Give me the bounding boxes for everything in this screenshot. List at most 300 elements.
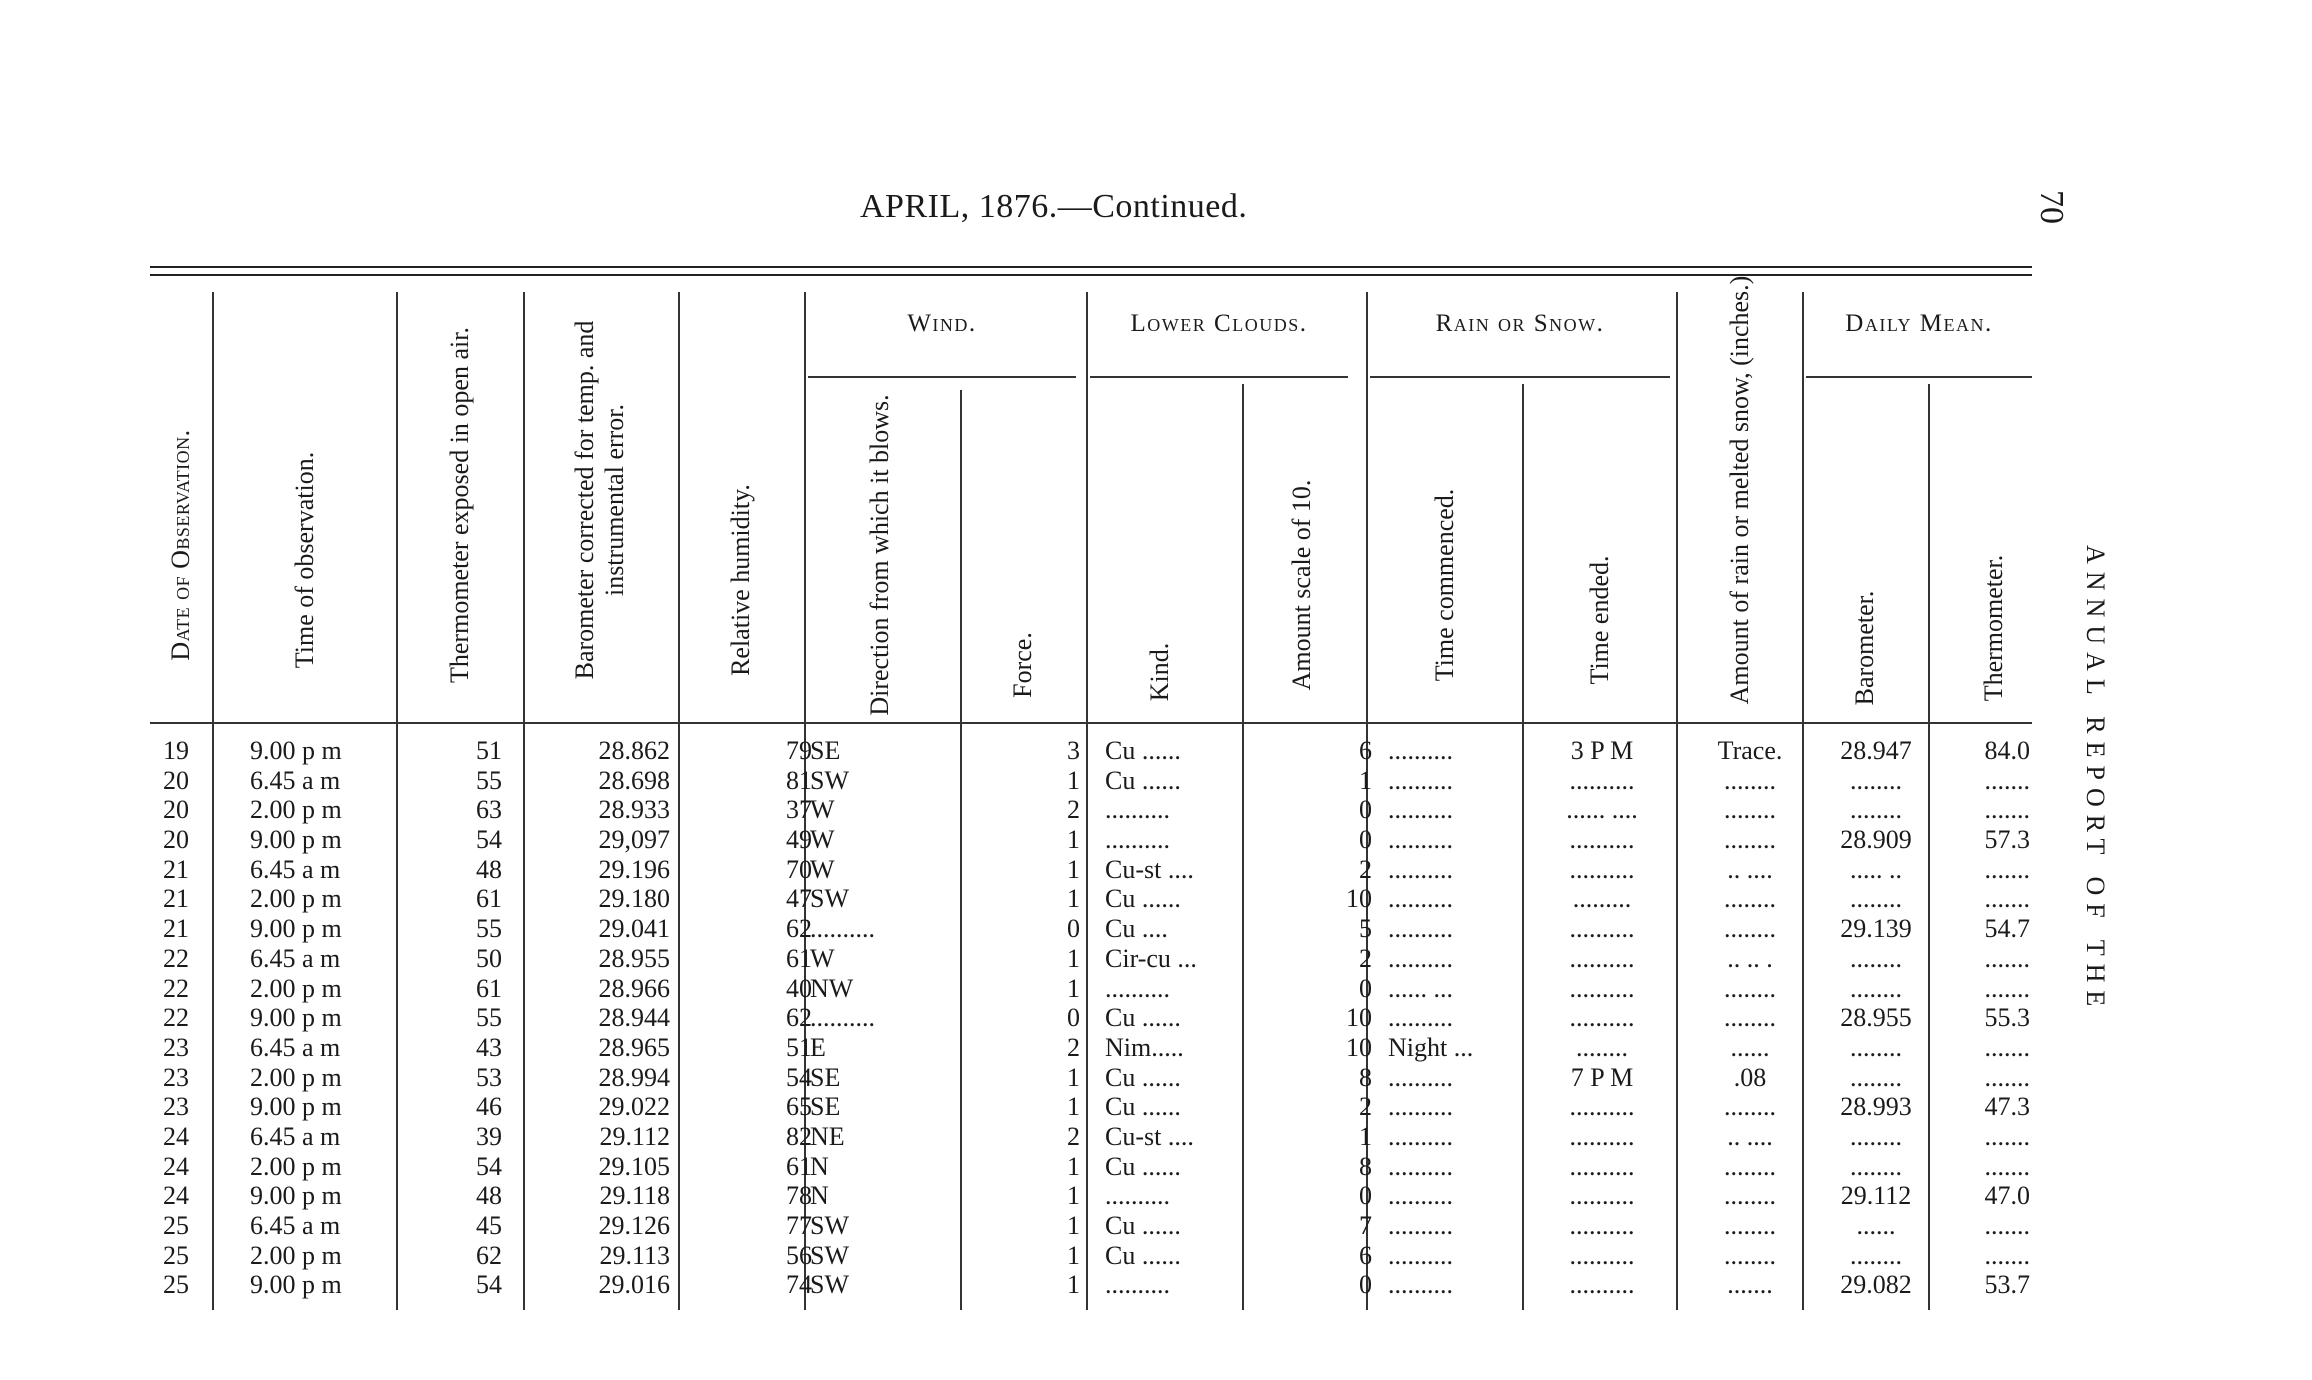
humidity-cell: 40 [786, 973, 812, 1003]
date-cell: 21 [163, 914, 189, 944]
wind-force-cell: 1 [1067, 973, 1080, 1003]
wind-direction-cell: N [810, 1181, 829, 1211]
wind-force-cell: 2 [1067, 1032, 1080, 1062]
time-cell: 2.00 p m [250, 1151, 342, 1181]
rain-ended-cell: .......... [1569, 1003, 1635, 1033]
rain-commenced-cell: .......... [1388, 1092, 1453, 1122]
date-cell: 24 [163, 1181, 189, 1211]
cloud-amount-cell: 0 [1359, 825, 1372, 855]
mean-group-rule [1806, 376, 2032, 378]
mean-barometer-cell: ........ [1850, 1121, 1902, 1151]
humidity-cell: 49 [786, 825, 812, 855]
barometer-cell: 29.105 [598, 1151, 670, 1181]
clouds-group-header: Lower Clouds. [1130, 310, 1308, 337]
time-cell: 9.00 p m [250, 1003, 342, 1033]
cloud-amount-cell: 0 [1359, 973, 1372, 1003]
cloud-kind-cell: Cu ...... [1105, 736, 1181, 765]
date-cell: 20 [163, 765, 189, 795]
rain-ended-cell: .......... [1569, 854, 1635, 884]
thermometer-cell: 53 [476, 1062, 502, 1092]
wind-force-cell: 1 [1067, 765, 1080, 795]
barometer-cell: 29.180 [598, 884, 670, 914]
mean-barometer-cell: ........ [1850, 1062, 1902, 1092]
wind-force-cell: 1 [1067, 1151, 1080, 1181]
humidity-cell: 70 [786, 854, 812, 884]
time-cell: 6.45 a m [250, 854, 341, 884]
mean-thermometer-cell: ....... [1984, 1121, 2030, 1151]
time-cell: 9.00 p m [250, 914, 342, 944]
cloud-kind-cell: Cu .... [1105, 914, 1168, 944]
rain-commenced-cell: .......... [1388, 1003, 1453, 1033]
humidity-cell: 81 [786, 765, 812, 795]
rain-ended-cell: 3 P M [1570, 736, 1634, 765]
date-cell: 20 [163, 825, 189, 855]
rain-amount-cell: ........ [1724, 914, 1776, 944]
header-cloud-amount: Amount scale of 10. [1287, 479, 1316, 691]
humidity-cell: 74 [786, 1270, 812, 1300]
humidity-cell: 82 [786, 1121, 812, 1151]
cloud-amount-cell: 2 [1359, 943, 1372, 973]
wind-direction-cell: SW [810, 1270, 849, 1300]
mean-thermometer-cell: ....... [1984, 1240, 2030, 1270]
wind-group-header: Wind. [907, 310, 977, 337]
table-row [150, 1241, 2050, 1271]
date-cell: 23 [163, 1062, 189, 1092]
table-row [150, 914, 2050, 944]
date-cell: 21 [163, 884, 189, 914]
rain-amount-cell: ........ [1724, 973, 1776, 1003]
thermometer-cell: 51 [476, 736, 502, 765]
humidity-cell: 47 [786, 884, 812, 914]
cloud-kind-cell: Nim..... [1105, 1032, 1184, 1062]
mean-thermometer-cell: ....... [1984, 854, 2030, 884]
humidity-cell: 65 [786, 1092, 812, 1122]
rain-group-rule [1370, 376, 1670, 378]
table-row [150, 1181, 2050, 1211]
date-cell: 25 [163, 1240, 189, 1270]
thermometer-cell: 54 [476, 1151, 502, 1181]
rain-ended-cell: .......... [1569, 825, 1635, 855]
rain-amount-cell: ........ [1724, 1181, 1776, 1211]
thermometer-cell: 46 [476, 1092, 502, 1122]
mean-barometer-cell: 29.112 [1840, 1181, 1912, 1211]
cloud-amount-cell: 6 [1359, 1240, 1372, 1270]
mean-group-header: Daily Mean. [1845, 310, 1993, 337]
cloud-amount-cell: 5 [1359, 914, 1372, 944]
mean-thermometer-cell: 54.7 [1984, 914, 2030, 944]
cloud-kind-cell: .......... [1105, 1181, 1170, 1211]
rain-ended-cell: .......... [1569, 1211, 1635, 1240]
date-cell: 25 [163, 1270, 189, 1300]
barometer-cell: 29.022 [598, 1092, 670, 1122]
cloud-kind-cell: Cu ...... [1105, 1092, 1181, 1122]
time-cell: 2.00 p m [250, 1240, 342, 1270]
barometer-cell: 28.933 [598, 795, 670, 825]
mean-thermometer-cell: ....... [1984, 765, 2030, 795]
rain-amount-cell: ...... [1730, 1032, 1770, 1062]
table-row [150, 1152, 2050, 1182]
barometer-cell: 28.994 [598, 1062, 670, 1092]
table-row [150, 884, 2050, 914]
table-row [150, 1003, 2050, 1033]
barometer-cell: 28.944 [598, 1003, 670, 1033]
wind-force-cell: 1 [1067, 854, 1080, 884]
wind-direction-cell: SW [810, 1240, 849, 1270]
mean-thermometer-cell: 84.0 [1984, 736, 2030, 765]
barometer-cell: 28.862 [598, 736, 670, 765]
time-cell: 6.45 a m [250, 765, 341, 795]
thermometer-cell: 62 [476, 1240, 502, 1270]
mean-barometer-cell: ........ [1850, 1151, 1902, 1181]
date-cell: 24 [163, 1151, 189, 1181]
thermometer-cell: 39 [476, 1121, 502, 1151]
wind-force-cell: 2 [1067, 1121, 1080, 1151]
date-cell: 23 [163, 1032, 189, 1062]
header-date-of-observation: Date of Observation. [166, 429, 195, 661]
rain-commenced-cell: .......... [1388, 1121, 1453, 1151]
mean-barometer-cell: ........ [1850, 943, 1902, 973]
barometer-cell: 28.965 [598, 1032, 670, 1062]
table-row [150, 1122, 2050, 1152]
cloud-amount-cell: 0 [1359, 795, 1372, 825]
table-row [150, 825, 2050, 855]
rain-commenced-cell: .......... [1388, 825, 1453, 855]
rain-ended-cell: .......... [1569, 914, 1635, 944]
rain-amount-cell: ........ [1724, 1151, 1776, 1181]
table-row [150, 1063, 2050, 1093]
rain-ended-cell: .......... [1569, 1181, 1635, 1211]
rain-commenced-cell: .......... [1388, 1062, 1453, 1092]
mean-thermometer-cell: ....... [1984, 1062, 2030, 1092]
time-cell: 9.00 p m [250, 1270, 342, 1300]
barometer-cell: 28.966 [598, 973, 670, 1003]
thermometer-cell: 48 [476, 854, 502, 884]
mean-thermometer-cell: ....... [1984, 1151, 2030, 1181]
header-barometer: Barometer corrected for temp. and instrumental error. [570, 320, 629, 680]
rain-ended-cell: .......... [1569, 1240, 1635, 1270]
header-relative-humidity: Relative humidity. [726, 484, 755, 676]
cloud-kind-cell: .......... [1105, 973, 1170, 1003]
table-row [150, 944, 2050, 974]
header-rain-ended: Time ended. [1585, 555, 1614, 685]
rain-commenced-cell: .......... [1388, 765, 1453, 795]
rain-ended-cell: .......... [1569, 973, 1635, 1003]
date-cell: 25 [163, 1211, 189, 1240]
rain-amount-cell: ........ [1724, 884, 1776, 914]
mean-barometer-cell: ........ [1850, 765, 1902, 795]
cloud-kind-cell: Cu ...... [1105, 1211, 1181, 1240]
rain-amount-cell: ........ [1724, 1092, 1776, 1122]
rain-ended-cell: .......... [1569, 1121, 1635, 1151]
mean-barometer-cell: 29.139 [1840, 914, 1912, 944]
time-cell: 6.45 a m [250, 1121, 341, 1151]
time-cell: 2.00 p m [250, 1062, 342, 1092]
humidity-cell: 77 [786, 1211, 812, 1240]
barometer-cell: 29,097 [598, 825, 670, 855]
header-rain-amount: Amount of rain or melted snow, (inches.) [1725, 275, 1754, 705]
wind-force-cell: 1 [1067, 1211, 1080, 1240]
wind-force-cell: 1 [1067, 1092, 1080, 1122]
rain-commenced-cell: .......... [1388, 914, 1453, 944]
wind-force-cell: 1 [1067, 1062, 1080, 1092]
rain-ended-cell: ......... [1572, 884, 1632, 914]
rain-amount-cell: ........ [1724, 1211, 1776, 1240]
wind-direction-cell: NW [810, 973, 854, 1003]
mean-thermometer-cell: 53.7 [1984, 1270, 2030, 1300]
wind-force-cell: 1 [1067, 943, 1080, 973]
date-cell: 20 [163, 795, 189, 825]
wind-force-cell: 1 [1067, 1270, 1080, 1300]
mean-barometer-cell: ........ [1850, 973, 1902, 1003]
thermometer-cell: 45 [476, 1211, 502, 1240]
rain-commenced-cell: Night ... [1388, 1032, 1474, 1062]
mean-barometer-cell: 28.947 [1840, 736, 1912, 765]
cloud-kind-cell: Cu-st .... [1105, 1121, 1194, 1151]
wind-direction-cell: SW [810, 1211, 849, 1240]
wind-direction-cell: SE [810, 1062, 841, 1092]
mean-barometer-cell: 28.993 [1840, 1092, 1912, 1122]
wind-direction-cell: E [810, 1032, 826, 1062]
cloud-kind-cell: Cu ...... [1105, 1240, 1181, 1270]
barometer-cell: 29.041 [598, 914, 670, 944]
table-row [150, 1092, 2050, 1122]
wind-force-cell: 1 [1067, 884, 1080, 914]
rain-commenced-cell: .......... [1388, 1270, 1453, 1300]
mean-barometer-cell: 28.955 [1840, 1003, 1912, 1033]
mean-barometer-cell: ........ [1850, 795, 1902, 825]
date-cell: 24 [163, 1121, 189, 1151]
rain-amount-cell: .. .... [1727, 1121, 1773, 1151]
mean-thermometer-cell: ....... [1984, 1032, 2030, 1062]
table-row [150, 766, 2050, 796]
barometer-cell: 29.113 [599, 1240, 670, 1270]
date-cell: 22 [163, 973, 189, 1003]
rain-commenced-cell: .......... [1388, 1240, 1453, 1270]
table-body [150, 736, 2050, 1300]
mean-barometer-cell: ........ [1850, 1032, 1902, 1062]
header-thermometer: Thermometer exposed in open air. [445, 327, 474, 683]
rain-commenced-cell: ...... ... [1388, 973, 1453, 1003]
time-cell: 9.00 p m [250, 825, 342, 855]
wind-group-rule [808, 376, 1076, 378]
cloud-amount-cell: 6 [1359, 736, 1372, 765]
rain-commenced-cell: .......... [1388, 1181, 1453, 1211]
humidity-cell: 62 [786, 914, 812, 944]
wind-force-cell: 0 [1067, 914, 1080, 944]
thermometer-cell: 63 [476, 795, 502, 825]
cloud-amount-cell: 0 [1359, 1181, 1372, 1211]
humidity-cell: 78 [786, 1181, 812, 1211]
cloud-kind-cell: Cu ...... [1105, 765, 1181, 795]
cloud-amount-cell: 10 [1346, 1032, 1372, 1062]
time-cell: 6.45 a m [250, 943, 341, 973]
cloud-kind-cell: .......... [1105, 1270, 1170, 1300]
rain-commenced-cell: .......... [1388, 1211, 1453, 1240]
time-cell: 2.00 p m [250, 795, 342, 825]
barometer-cell: 29.196 [598, 854, 670, 884]
rain-ended-cell: .......... [1569, 943, 1635, 973]
wind-force-cell: 0 [1067, 1003, 1080, 1033]
cloud-amount-cell: 8 [1359, 1062, 1372, 1092]
header-mean-barometer: Barometer. [1850, 590, 1879, 706]
table-row [150, 1211, 2050, 1241]
rain-commenced-cell: .......... [1388, 854, 1453, 884]
thermometer-cell: 55 [476, 914, 502, 944]
table-row [150, 1270, 2050, 1300]
thermometer-cell: 48 [476, 1181, 502, 1211]
humidity-cell: 79 [786, 736, 812, 765]
cloud-kind-cell: Cir-cu ... [1105, 943, 1197, 973]
wind-direction-cell: .......... [810, 914, 875, 944]
cloud-kind-cell: Cu ...... [1105, 1151, 1181, 1181]
time-cell: 9.00 p m [250, 736, 342, 765]
wind-direction-cell: N [810, 1151, 829, 1181]
wind-direction-cell: W [810, 795, 835, 825]
cloud-amount-cell: 10 [1346, 1003, 1372, 1033]
thermometer-cell: 61 [476, 973, 502, 1003]
time-cell: 9.00 p m [250, 1092, 342, 1122]
wind-force-cell: 2 [1067, 795, 1080, 825]
time-cell: 2.00 p m [250, 884, 342, 914]
wind-direction-cell: NE [810, 1121, 845, 1151]
table-row [150, 974, 2050, 1004]
clouds-group-rule [1090, 376, 1348, 378]
header-bottom-rule [150, 722, 2032, 724]
humidity-cell: 37 [786, 795, 812, 825]
mean-thermometer-cell: ....... [1984, 795, 2030, 825]
rain-amount-cell: .. .... [1727, 854, 1773, 884]
wind-direction-cell: SE [810, 1092, 841, 1122]
rain-amount-cell: ........ [1724, 1240, 1776, 1270]
cloud-amount-cell: 0 [1359, 1270, 1372, 1300]
mean-thermometer-cell: ....... [1984, 943, 2030, 973]
table-row [150, 855, 2050, 885]
cloud-kind-cell: Cu ...... [1105, 1062, 1181, 1092]
rain-commenced-cell: .......... [1388, 943, 1453, 973]
rain-amount-cell: ........ [1724, 825, 1776, 855]
wind-direction-cell: W [810, 825, 835, 855]
thermometer-cell: 55 [476, 765, 502, 795]
rain-ended-cell: .......... [1569, 1270, 1635, 1300]
wind-direction-cell: .......... [810, 1003, 875, 1033]
mean-barometer-cell: ........ [1850, 884, 1902, 914]
header-cloud-kind: Kind. [1145, 642, 1174, 702]
rain-amount-cell: Trace. [1717, 736, 1783, 765]
header-rain-commenced: Time commenced. [1430, 488, 1459, 682]
header-wind-force: Force. [1008, 632, 1037, 698]
table-row [150, 736, 2050, 766]
rain-amount-cell: ........ [1724, 795, 1776, 825]
cloud-amount-cell: 1 [1359, 765, 1372, 795]
humidity-cell: 61 [786, 1151, 812, 1181]
cloud-kind-cell: .......... [1105, 825, 1170, 855]
rain-amount-cell: ........ [1724, 765, 1776, 795]
mean-thermometer-cell: 47.3 [1984, 1092, 2030, 1122]
wind-direction-cell: SW [810, 765, 849, 795]
mean-thermometer-cell: ....... [1984, 884, 2030, 914]
rain-ended-cell: 7 P M [1570, 1062, 1634, 1092]
rain-amount-cell: .08 [1733, 1062, 1767, 1092]
wind-force-cell: 1 [1067, 1181, 1080, 1211]
barometer-cell: 29.126 [598, 1211, 670, 1240]
thermometer-cell: 61 [476, 884, 502, 914]
rain-group-header: Rain or Snow. [1435, 310, 1605, 337]
running-head: ANNUAL REPORT OF THE [2081, 545, 2110, 1015]
cloud-amount-cell: 10 [1346, 884, 1372, 914]
cloud-kind-cell: Cu ...... [1105, 1003, 1181, 1033]
mean-thermometer-cell: 57.3 [1984, 825, 2030, 855]
mean-thermometer-cell: ....... [1984, 973, 2030, 1003]
barometer-cell: 28.955 [598, 943, 670, 973]
rain-amount-cell: ........ [1724, 1003, 1776, 1033]
page-title: APRIL, 1876.—Continued. [860, 188, 1248, 225]
mean-barometer-cell: ........ [1850, 1240, 1902, 1270]
humidity-cell: 61 [786, 943, 812, 973]
wind-direction-cell: SW [810, 884, 849, 914]
time-cell: 6.45 a m [250, 1211, 341, 1240]
cloud-kind-cell: .......... [1105, 795, 1170, 825]
header-mean-thermometer: Thermometer. [1979, 554, 2008, 702]
mean-barometer-cell: ..... .. [1850, 854, 1902, 884]
rain-ended-cell: .......... [1569, 765, 1635, 795]
date-cell: 19 [163, 736, 189, 765]
header-time-of-observation: Time of observation. [290, 451, 319, 669]
mean-barometer-cell: 29.082 [1840, 1270, 1912, 1300]
wind-direction-cell: SE [810, 736, 841, 765]
header-wind-direction: Direction from which it blows. [865, 394, 894, 716]
mean-thermometer-cell: ....... [1984, 1211, 2030, 1240]
cloud-amount-cell: 2 [1359, 1092, 1372, 1122]
mean-barometer-cell: 28.909 [1840, 825, 1912, 855]
rain-ended-cell: .......... [1569, 1151, 1635, 1181]
time-cell: 2.00 p m [250, 973, 342, 1003]
wind-force-cell: 1 [1067, 1240, 1080, 1270]
barometer-cell: 29.016 [598, 1270, 670, 1300]
rain-commenced-cell: .......... [1388, 795, 1453, 825]
cloud-kind-cell: Cu ...... [1105, 884, 1181, 914]
thermometer-cell: 54 [476, 825, 502, 855]
rain-amount-cell: ....... [1727, 1270, 1773, 1300]
mean-barometer-cell: ...... [1856, 1211, 1896, 1240]
humidity-cell: 54 [786, 1062, 812, 1092]
thermometer-cell: 50 [476, 943, 502, 973]
wind-force-cell: 3 [1067, 736, 1080, 765]
barometer-cell: 29.118 [599, 1181, 670, 1211]
cloud-amount-cell: 8 [1359, 1151, 1372, 1181]
rain-ended-cell: ........ [1576, 1032, 1628, 1062]
mean-thermometer-cell: 47.0 [1984, 1181, 2030, 1211]
wind-direction-cell: W [810, 854, 835, 884]
cloud-amount-cell: 2 [1359, 854, 1372, 884]
wind-direction-cell: W [810, 943, 835, 973]
rain-amount-cell: .. .. . [1727, 943, 1773, 973]
cloud-kind-cell: Cu-st .... [1105, 854, 1194, 884]
barometer-cell: 29.112 [599, 1121, 670, 1151]
rain-commenced-cell: .......... [1388, 736, 1453, 765]
rain-commenced-cell: .......... [1388, 884, 1453, 914]
table-row [150, 1033, 2050, 1063]
mean-thermometer-cell: 55.3 [1984, 1003, 2030, 1033]
date-cell: 22 [163, 943, 189, 973]
table-row [150, 795, 2050, 825]
cloud-amount-cell: 1 [1359, 1121, 1372, 1151]
thermometer-cell: 55 [476, 1003, 502, 1033]
wind-force-cell: 1 [1067, 825, 1080, 855]
date-cell: 23 [163, 1092, 189, 1122]
rain-commenced-cell: .......... [1388, 1151, 1453, 1181]
date-cell: 21 [163, 854, 189, 884]
rain-ended-cell: .......... [1569, 1092, 1635, 1122]
